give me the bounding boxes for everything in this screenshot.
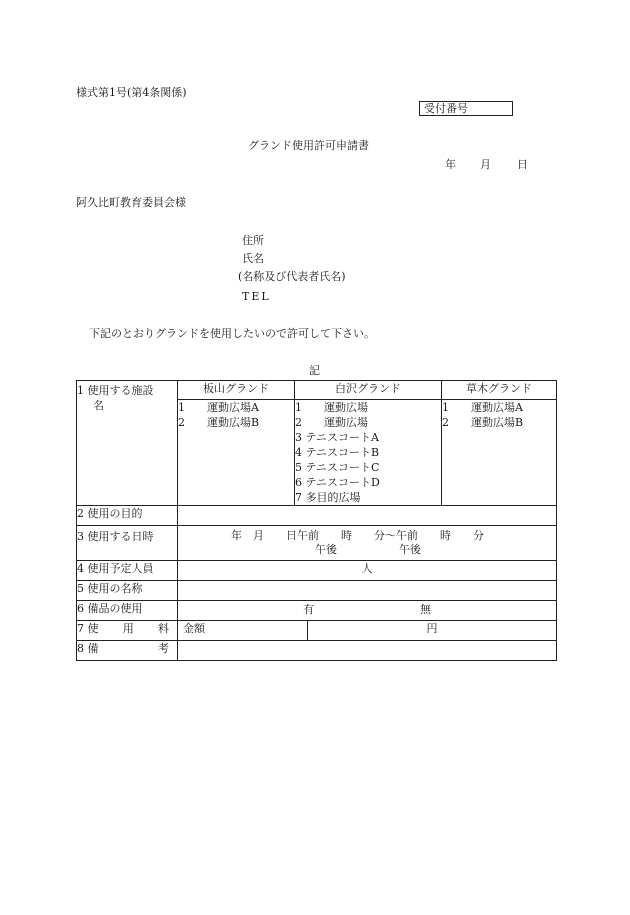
purpose-field[interactable] bbox=[178, 506, 557, 526]
people-field[interactable] bbox=[178, 561, 557, 581]
remarks-field[interactable] bbox=[178, 641, 557, 661]
equipment-field[interactable] bbox=[178, 601, 557, 621]
fee-row bbox=[77, 621, 557, 641]
ground-header-kusaki: 草木グランド bbox=[442, 381, 557, 400]
people-row bbox=[77, 561, 557, 581]
datetime-pm-start: 午後 bbox=[315, 543, 337, 556]
remarks-row bbox=[77, 641, 557, 661]
remarks-label bbox=[77, 641, 178, 661]
date-line bbox=[440, 158, 530, 172]
facility-label-line1: 1 使用する施設 bbox=[77, 384, 154, 397]
facility-item: 3 テニスコートA bbox=[295, 431, 379, 444]
datetime-line: 年 月 日午前 時 分〜午前 時 分 bbox=[231, 529, 484, 542]
fee-label-part: 用 bbox=[122, 622, 134, 635]
facility-item: 1 運動広場A bbox=[442, 401, 523, 414]
ki-label: 記 bbox=[309, 364, 320, 377]
applicant-name-note: (名称及び代表者氏名) bbox=[238, 270, 346, 283]
reception-number-label: 受付番号 bbox=[424, 102, 468, 115]
datetime-label: 3 使用する日時 bbox=[77, 526, 178, 561]
datetime-row bbox=[77, 526, 557, 561]
facility-item: 1 運動広場 bbox=[295, 401, 368, 414]
form-number: 様式第1号(第4条関係) bbox=[76, 86, 187, 99]
facility-item: 2 運動広場 bbox=[295, 416, 368, 429]
addressee: 阿久比町教育委員会様 bbox=[76, 196, 186, 209]
application-table bbox=[76, 380, 557, 661]
people-label: 4 使用予定人員 bbox=[77, 561, 178, 581]
fee-amount-label: 金額 bbox=[183, 622, 205, 635]
facility-list-kusaki[interactable] bbox=[442, 400, 557, 506]
equipment-no[interactable]: 無 bbox=[420, 603, 431, 616]
facility-item: 5 テニスコートC bbox=[295, 461, 380, 474]
equipment-yes[interactable]: 有 bbox=[303, 603, 314, 616]
fee-unit: 円 bbox=[426, 622, 438, 635]
facility-item: 1 運動広場A bbox=[178, 401, 259, 414]
remarks-label-part: 8 備 bbox=[77, 642, 99, 655]
remarks-label-part: 考 bbox=[158, 642, 169, 655]
equipment-label: 6 備品の使用 bbox=[77, 601, 178, 621]
people-unit: 人 bbox=[361, 562, 373, 575]
applicant-tel-label: TEL bbox=[242, 290, 271, 303]
facility-list-shirasawa[interactable] bbox=[295, 400, 442, 506]
document-title: グランド使用許可申請書 bbox=[248, 139, 369, 152]
ground-header-shirasawa: 白沢グランド bbox=[295, 381, 442, 400]
usename-field[interactable] bbox=[178, 581, 557, 601]
date-month: 月 bbox=[480, 158, 491, 171]
facility-item: 4 テニスコートB bbox=[295, 446, 380, 459]
fee-label-part: 料 bbox=[158, 622, 169, 635]
applicant-address-label: 住所 bbox=[242, 234, 264, 247]
facility-item: 7 多目的広場 bbox=[295, 491, 361, 504]
fee-amount-field[interactable] bbox=[178, 621, 308, 641]
facility-header-row bbox=[77, 381, 557, 400]
fee-label bbox=[77, 621, 178, 641]
applicant-name-label: 氏名 bbox=[242, 252, 264, 265]
facility-item: 6 テニスコートD bbox=[295, 476, 380, 489]
date-year: 年 bbox=[445, 158, 456, 171]
facility-item: 2 運動広場B bbox=[178, 416, 260, 429]
request-text: 下記のとおりグランドを使用したいので許可して下さい。 bbox=[89, 327, 375, 340]
fee-yen-field[interactable] bbox=[308, 621, 557, 641]
equipment-row bbox=[77, 601, 557, 621]
reception-number-box[interactable] bbox=[419, 101, 513, 116]
purpose-label: 2 使用の目的 bbox=[77, 506, 178, 526]
facility-list-itayama[interactable] bbox=[178, 400, 295, 506]
facility-label-cell bbox=[77, 381, 178, 506]
fee-label-part: 7 使 bbox=[77, 622, 99, 635]
usename-label: 5 使用の名称 bbox=[77, 581, 178, 601]
facility-label-line2: 名 bbox=[93, 399, 104, 412]
date-day: 日 bbox=[517, 158, 528, 171]
ground-header-itayama: 板山グランド bbox=[178, 381, 295, 400]
usename-row bbox=[77, 581, 557, 601]
datetime-field[interactable] bbox=[178, 526, 557, 561]
purpose-row bbox=[77, 506, 557, 526]
datetime-pm-end: 午後 bbox=[399, 543, 421, 556]
facility-item: 2 運動広場B bbox=[442, 416, 524, 429]
